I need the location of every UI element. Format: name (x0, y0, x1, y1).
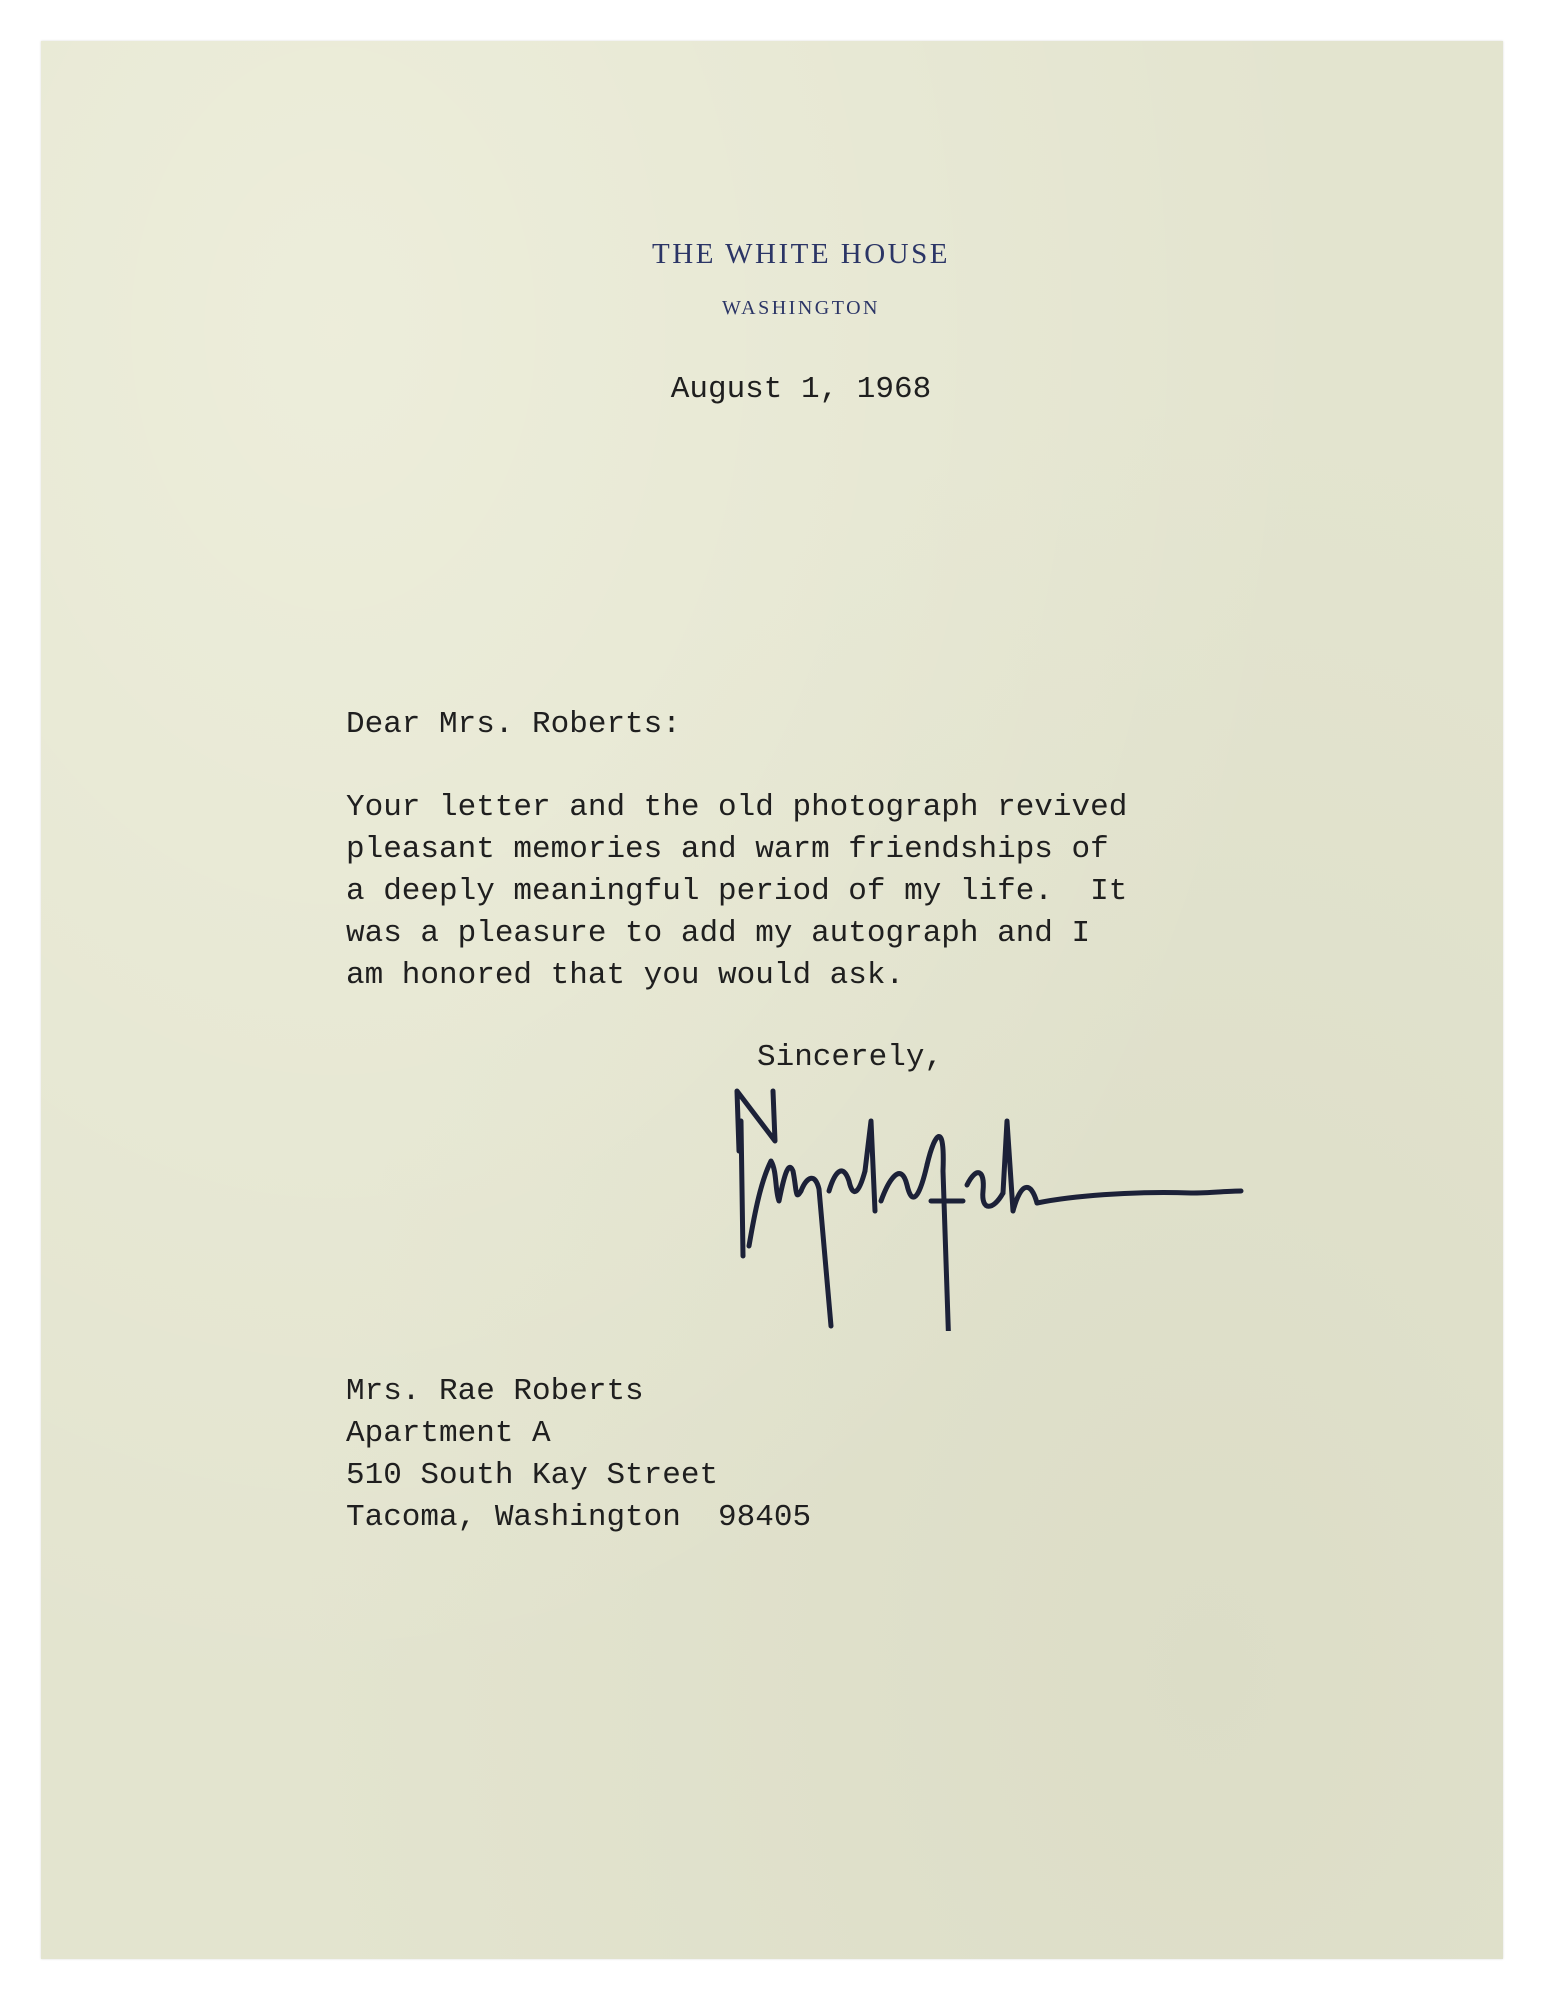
letterhead-subtitle: WASHINGTON (722, 297, 880, 319)
closing: Sincerely, (757, 1040, 944, 1075)
letter-paper (41, 41, 1503, 1959)
salutation: Dear Mrs. Roberts: (346, 707, 681, 742)
letter-body: Your letter and the old photograph revived pleasant memories and warm friendships of a deeply meaningful period of my life. It was a pleasure to add my autograph and I am honored that you would ask. (346, 790, 1128, 993)
letter-date: August 1, 1968 (670, 372, 932, 407)
letterhead-title: THE WHITE HOUSE (652, 238, 950, 270)
signature (731, 1061, 1251, 1331)
recipient-address: Mrs. Rae Roberts Apartment A 510 South Kay Street Tacoma, Washington 98405 (346, 1374, 812, 1535)
